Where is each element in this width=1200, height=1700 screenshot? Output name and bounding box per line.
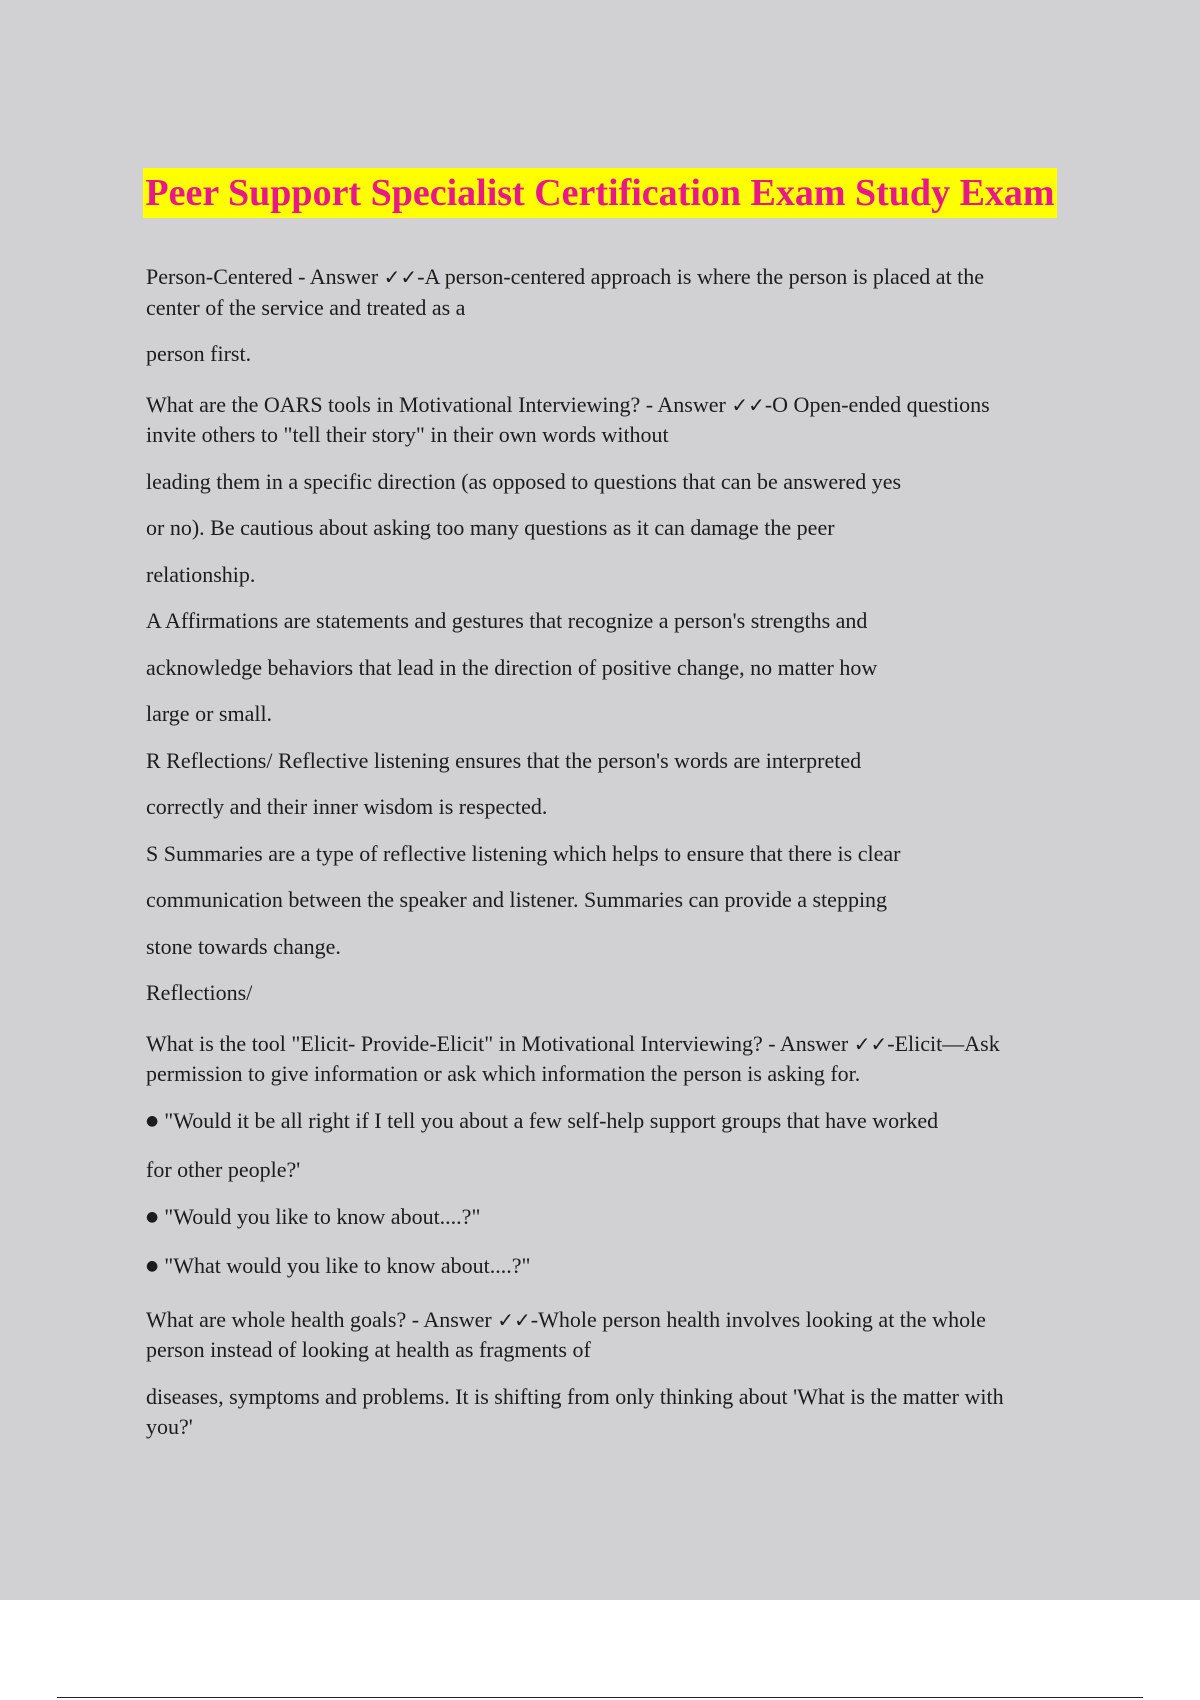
line-text: relationship. [146,561,256,587]
line-text: large or small. [146,701,273,726]
line-text: Reflections/ [146,980,253,1005]
answer-text: -A person-centered approach is where the person is placed at the [417,264,985,289]
line-text: leading them in a specific direction (as opposed to questions that can be answered yes [146,468,902,494]
line-text: S Summaries are a type of reflective listening which helps to ensure that there is clear [146,840,901,866]
line-text: correctly and their inner wisdom is respected. [146,794,548,819]
text-line [146,885,1091,916]
line-text: center of the service and treated as a [146,294,466,320]
line-text: communication between the speaker and listener. Summaries can provide a stepping [146,887,888,912]
double-check-icon: ✓✓ [853,1031,888,1056]
text-line [146,293,1091,324]
line-text: person first. [146,341,252,366]
double-check-icon: ✓✓ [731,392,765,417]
line-text: permission to give information or ask which information the person is asking for. [146,1061,861,1086]
text-line [146,606,1091,637]
text-line [146,1305,1091,1336]
text-line [146,978,1091,1009]
text-line [146,746,1091,777]
line-text: What is the tool "Elicit- Provide-Elicit" in Motivational Interviewing? - Answer [146,1030,854,1056]
text-line [146,1412,1091,1443]
text-line [146,262,1091,293]
double-check-icon: ✓✓ [383,265,418,289]
line-text: diseases, symptoms and problems. It is shifting from only thinking about 'What is the matter with [146,1383,1004,1409]
text-line [146,792,1091,823]
text-line [146,699,1091,730]
line-text: you?' [146,1414,193,1439]
text-line [146,390,1091,421]
line-text: stone towards change. [146,933,341,959]
bullet-icon: ● [146,1258,159,1274]
bullet-icon: ● [146,1208,159,1225]
text-line [146,513,1091,544]
text-line [146,1155,1091,1186]
text-line [146,1335,1091,1366]
footer-divider [57,1697,1143,1698]
line-text: acknowledge behaviors that lead in the direction of positive change, no matter how [146,654,878,680]
text-line [146,1059,1091,1090]
text-line [146,1251,1091,1285]
text-line [146,1202,1091,1236]
line-text: invite others to "tell their story" in their own words without [146,422,669,447]
line-text: "Would you like to know about....?" [164,1203,481,1229]
line-text: A Affirmations are statements and gestures that recognize a person's strengths and [146,608,868,633]
bullet-icon: ● [146,1112,159,1129]
text-line [146,560,1091,591]
line-text: Person-Centered - Answer [146,264,384,289]
answer-text: -Whole person health involves looking at the whole [530,1306,986,1332]
line-text: "What would you like to know about....?" [164,1253,531,1278]
text-line [146,1029,1091,1060]
title-container [0,168,1200,218]
document-title: Peer Support Specialist Certification Exam Study Exam [143,168,1056,218]
text-line [146,839,1091,870]
double-check-icon: ✓✓ [497,1307,531,1332]
text-line [146,420,1091,451]
text-line [146,653,1091,684]
line-text: What are whole health goals? - Answer [146,1306,498,1332]
line-text: "Would it be all right if I tell you about a few self-help support groups that have worked [164,1107,939,1133]
line-text: What are the OARS tools in Motivational Interviewing? - Answer [146,391,732,417]
line-text: for other people?' [146,1157,301,1182]
text-line [146,1106,1091,1140]
line-text: or no). Be cautious about asking too many questions as it can damage the peer [146,515,835,540]
line-text: R Reflections/ Reflective listening ensures that the person's words are interpreted [146,747,862,773]
answer-text: -O Open-ended questions [764,391,990,417]
answer-text: -Elicit—Ask [887,1030,1000,1056]
text-line [146,339,1091,370]
line-text: person instead of looking at health as fragments of [146,1337,591,1362]
document-body [146,262,1091,1443]
text-line [146,1382,1091,1413]
text-line [146,467,1091,498]
text-line [146,932,1091,963]
